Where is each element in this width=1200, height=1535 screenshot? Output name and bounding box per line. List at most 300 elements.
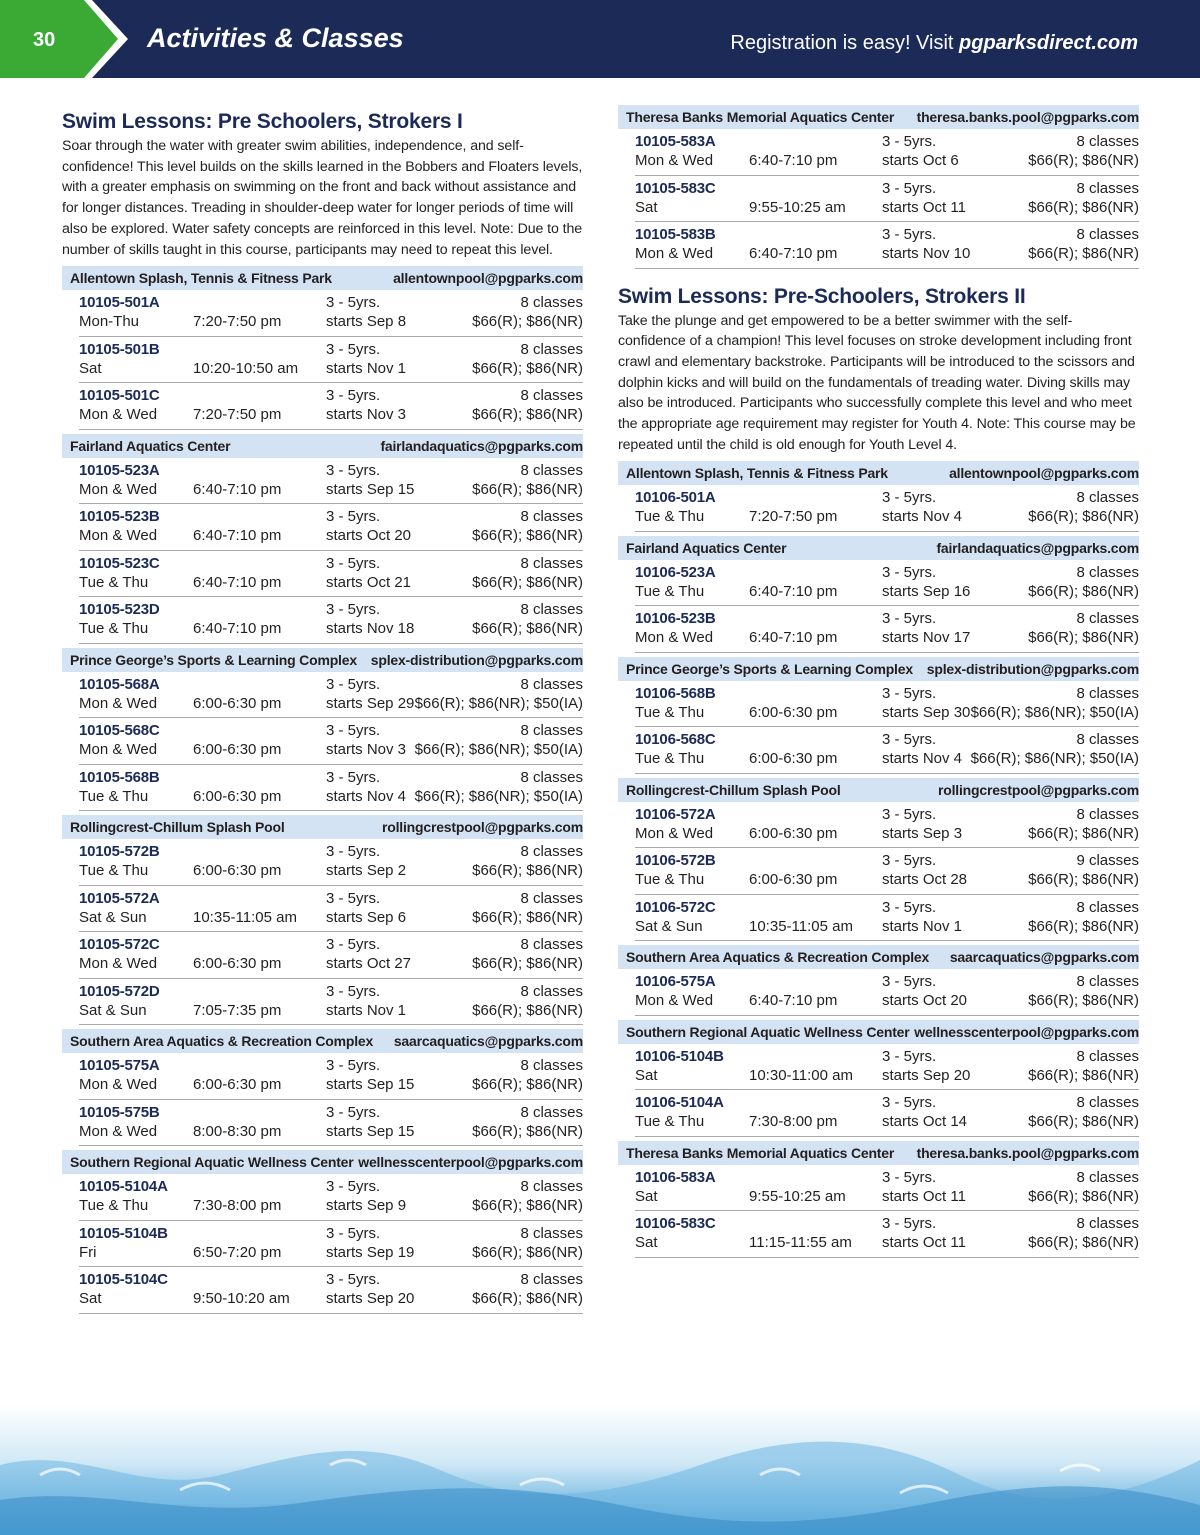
class-count: 8 classes	[520, 843, 583, 861]
class-count: 8 classes	[520, 768, 583, 786]
location-email-link[interactable]: fairlandaquatics@pgparks.com	[380, 437, 583, 454]
class-code: 10105-523D	[79, 601, 160, 619]
class-row	[635, 222, 1139, 269]
class-days: Mon & Wed	[79, 955, 158, 973]
location-name: Allentown Splash, Tennis & Fitness Park	[70, 270, 332, 287]
class-fee: $66(R); $86(NR)	[1028, 992, 1139, 1010]
class-age: 3 - 5yrs.	[882, 973, 937, 991]
class-start-date: starts Sep 2	[326, 862, 407, 880]
class-days: Mon & Wed	[79, 406, 158, 424]
class-days: Sat	[79, 359, 102, 377]
class-count: 8 classes	[1076, 1215, 1139, 1233]
class-age: 3 - 5yrs.	[326, 982, 381, 1000]
class-code: 10105-568C	[79, 722, 160, 740]
class-days: Sat & Sun	[635, 917, 703, 935]
class-count: 8 classes	[520, 982, 583, 1000]
class-row	[79, 1221, 583, 1268]
class-fee: $66(R); $86(NR)	[472, 1001, 583, 1019]
class-row	[79, 290, 583, 337]
class-start-date: starts Nov 3	[326, 741, 407, 759]
registration-link[interactable]: pgparksdirect.com	[959, 32, 1138, 54]
class-age: 3 - 5yrs.	[326, 554, 381, 572]
class-row	[79, 718, 583, 765]
class-list	[635, 969, 1139, 1016]
class-time: 10:30-11:00 am	[749, 1066, 853, 1084]
class-code: 10106-5104B	[635, 1047, 724, 1065]
class-count: 8 classes	[1076, 731, 1139, 749]
class-count: 8 classes	[1076, 1047, 1139, 1065]
location-email-link[interactable]: rollingcrestpool@pgparks.com	[938, 781, 1139, 798]
class-code: 10105-501B	[79, 340, 160, 358]
location-header	[62, 266, 583, 290]
location-email-link[interactable]: wellnesscenterpool@pgparks.com	[914, 1023, 1139, 1040]
class-time: 10:20-10:50 am	[193, 359, 299, 377]
class-count: 8 classes	[1076, 226, 1139, 243]
class-row	[635, 848, 1139, 895]
class-row	[79, 597, 583, 644]
class-code: 10105-523A	[79, 461, 160, 479]
location-email-link[interactable]: rollingcrestpool@pgparks.com	[382, 819, 583, 836]
class-start-date: starts Oct 6	[882, 152, 959, 169]
class-count: 8 classes	[520, 294, 583, 312]
class-time: 7:20-7:50 pm	[749, 508, 838, 526]
class-start-date: starts Sep 15	[326, 480, 415, 498]
class-age: 3 - 5yrs.	[882, 179, 937, 197]
class-fee: $66(R); $86(NR)	[1028, 917, 1139, 935]
class-fee: $66(R); $86(NR)	[1028, 1234, 1139, 1252]
class-start-date: starts Sep 6	[326, 908, 407, 926]
class-row	[79, 672, 583, 719]
location-name: Southern Regional Aquatic Wellness Center	[626, 1023, 910, 1040]
class-time: 6:40-7:10 pm	[193, 573, 282, 591]
class-start-date: starts Sep 29	[326, 694, 415, 712]
class-fee: $66(R); $86(NR)	[1028, 508, 1139, 526]
class-start-date: starts Nov 1	[326, 359, 407, 377]
class-time: 6:40-7:10 pm	[749, 992, 838, 1010]
class-fee: $66(R); $86(NR)	[472, 1122, 583, 1140]
class-list	[635, 485, 1139, 532]
class-row	[635, 681, 1139, 728]
class-code: 10105-5104B	[79, 1224, 168, 1242]
class-code: 10106-572C	[635, 898, 716, 916]
class-code: 10106-5104A	[635, 1094, 724, 1112]
location-header	[618, 778, 1139, 802]
class-days: Mon & Wed	[635, 824, 714, 842]
class-code: 10105-5104C	[79, 1271, 168, 1289]
class-fee: $66(R); $86(NR)	[1028, 1066, 1139, 1084]
class-fee: $66(R); $86(NR)	[1028, 1187, 1139, 1205]
class-code: 10105-583A	[635, 133, 716, 150]
class-row	[635, 606, 1139, 653]
class-count: 8 classes	[520, 508, 583, 526]
class-fee: $66(R); $86(NR)	[472, 1197, 583, 1215]
class-fee: $66(R); $86(NR)	[1028, 629, 1139, 647]
class-time: 6:00-6:30 pm	[749, 871, 838, 889]
location-name: Fairland Aquatics Center	[70, 437, 231, 454]
location-email-link[interactable]: saarcaquatics@pgparks.com	[949, 949, 1139, 966]
class-days: Tue & Thu	[635, 750, 705, 768]
class-start-date: starts Nov 4	[882, 508, 963, 526]
class-row	[635, 895, 1139, 942]
class-age: 3 - 5yrs.	[882, 489, 937, 507]
class-list	[635, 1165, 1139, 1258]
class-code: 10105-5104A	[79, 1178, 168, 1196]
class-age: 3 - 5yrs.	[882, 1047, 937, 1065]
class-list	[635, 681, 1139, 774]
class-age: 3 - 5yrs.	[882, 898, 937, 916]
class-time: 9:50-10:20 am	[193, 1290, 290, 1308]
class-code: 10106-575A	[635, 973, 716, 991]
class-time: 7:30-8:00 pm	[193, 1197, 282, 1215]
location-email-link[interactable]: allentownpool@pgparks.com	[393, 270, 583, 287]
class-start-date: starts Oct 21	[326, 573, 412, 591]
class-start-date: starts Oct 11	[882, 1187, 966, 1205]
class-row	[79, 1100, 583, 1147]
class-row	[79, 1053, 583, 1100]
registration-note	[730, 32, 1138, 54]
class-count: 8 classes	[1076, 563, 1139, 581]
class-age: 3 - 5yrs.	[882, 684, 937, 702]
class-start-date: starts Oct 27	[326, 955, 412, 973]
class-days: Sat	[635, 198, 658, 216]
class-code: 10105-572D	[79, 982, 160, 1000]
class-age: 3 - 5yrs.	[326, 843, 381, 861]
water-splash-graphic	[0, 1405, 1200, 1535]
location-email-link[interactable]: splex-distribution@pgparks.com	[926, 660, 1139, 677]
class-age: 3 - 5yrs.	[882, 1094, 937, 1112]
class-age: 3 - 5yrs.	[326, 387, 381, 405]
class-days: Mon & Wed	[635, 152, 714, 169]
class-fee: $66(R); $86(NR)	[1028, 198, 1139, 216]
class-age: 3 - 5yrs.	[882, 563, 937, 581]
location-header	[62, 815, 583, 839]
class-list	[79, 290, 583, 430]
class-fee: $66(R); $86(NR); $50(IA)	[970, 703, 1139, 721]
left-column	[62, 110, 583, 1318]
class-count: 8 classes	[520, 1178, 583, 1196]
class-count: 8 classes	[520, 936, 583, 954]
class-start-date: starts Nov 1	[326, 1001, 407, 1019]
class-fee: $66(R); $86(NR)	[472, 908, 583, 926]
class-age: 3 - 5yrs.	[882, 133, 937, 150]
class-count: 8 classes	[520, 601, 583, 619]
class-row	[79, 1174, 583, 1221]
page-title: Activities & Classes	[147, 23, 404, 53]
class-start-date: starts Nov 4	[882, 750, 963, 768]
class-code: 10106-568B	[635, 684, 716, 702]
class-time: 6:50-7:20 pm	[193, 1243, 282, 1261]
class-row	[79, 383, 583, 430]
class-start-date: starts Oct 14	[882, 1113, 968, 1131]
class-start-date: starts Sep 19	[326, 1243, 415, 1261]
class-time: 6:00-6:30 pm	[749, 750, 838, 768]
class-count: 8 classes	[520, 889, 583, 907]
class-days: Tue & Thu	[79, 573, 149, 591]
class-count: 8 classes	[520, 554, 583, 572]
class-time: 6:00-6:30 pm	[193, 1076, 282, 1094]
class-code: 10106-523A	[635, 563, 716, 581]
class-days: Sat	[635, 1187, 658, 1205]
class-age: 3 - 5yrs.	[326, 461, 381, 479]
class-code: 10105-523C	[79, 554, 160, 572]
class-fee: $66(R); $86(NR); $50(IA)	[970, 750, 1139, 768]
class-start-date: starts Oct 11	[882, 198, 966, 216]
right-column	[618, 105, 1139, 1262]
location-name: Southern Regional Aquatic Wellness Center	[70, 1154, 354, 1171]
class-age: 3 - 5yrs.	[326, 1178, 381, 1196]
class-count: 9 classes	[1076, 852, 1139, 870]
class-count: 8 classes	[1076, 1094, 1139, 1112]
location-header	[618, 1141, 1139, 1165]
class-days: Tue & Thu	[635, 508, 705, 526]
class-fee: $66(R); $86(NR)	[472, 573, 583, 591]
registration-text: Registration is easy! Visit	[730, 32, 954, 54]
class-time: 6:40-7:10 pm	[749, 245, 838, 262]
class-age: 3 - 5yrs.	[326, 722, 381, 740]
section-description: Soar through the water with greater swim abilities, independence, and self-confidence! This level builds on the skills learned in the Bobbers and Floaters levels, with a greater emphasis on swimming on the front and back without assistance and for longer distances. Treading in shoulder-deep water for longer periods of time will also be explored. Water safety concepts are reinforced in this level. Note: Due to the number of skills taught in this course, participants may need to repeat this level.	[62, 138, 583, 258]
class-start-date: starts Nov 17	[882, 629, 971, 647]
location-header	[618, 105, 1139, 129]
location-email-link[interactable]: saarcaquatics@pgparks.com	[393, 1033, 583, 1050]
class-time: 6:00-6:30 pm	[749, 703, 838, 721]
class-days: Mon & Wed	[635, 629, 714, 647]
class-start-date: starts Sep 20	[882, 1066, 971, 1084]
location-email-link[interactable]: allentownpool@pgparks.com	[949, 465, 1139, 482]
class-row	[635, 802, 1139, 849]
class-time: 6:40-7:10 pm	[749, 582, 838, 600]
class-code: 10105-523B	[79, 508, 160, 526]
location-name: Theresa Banks Memorial Aquatics Center	[626, 1144, 895, 1161]
class-list	[79, 1174, 583, 1314]
location-email-link[interactable]: fairlandaquatics@pgparks.com	[936, 539, 1139, 556]
class-row	[79, 337, 583, 384]
class-start-date: starts Oct 20	[326, 527, 412, 545]
class-fee: $66(R); $86(NR); $50(IA)	[414, 694, 583, 712]
location-name: Rollingcrest-Chillum Splash Pool	[70, 819, 285, 836]
class-fee: $66(R); $86(NR)	[472, 527, 583, 545]
location-header	[618, 945, 1139, 969]
location-list	[62, 266, 583, 1314]
class-age: 3 - 5yrs.	[882, 1215, 937, 1233]
location-name: Allentown Splash, Tennis & Fitness Park	[626, 465, 888, 482]
class-row	[635, 129, 1139, 176]
class-days: Tue & Thu	[79, 862, 149, 880]
class-fee: $66(R); $86(NR)	[1028, 871, 1139, 889]
class-code: 10105-583C	[635, 179, 716, 197]
class-fee: $66(R); $86(NR)	[472, 1290, 583, 1308]
class-code: 10106-583A	[635, 1168, 716, 1186]
class-count: 8 classes	[1076, 1168, 1139, 1186]
location-email-link[interactable]: theresa.banks.pool@pgparks.com	[916, 109, 1139, 125]
class-age: 3 - 5yrs.	[326, 768, 381, 786]
class-time: 6:00-6:30 pm	[193, 787, 282, 805]
class-age: 3 - 5yrs.	[326, 1103, 381, 1121]
class-fee: $66(R); $86(NR); $50(IA)	[414, 787, 583, 805]
class-days: Mon-Thu	[79, 313, 140, 331]
class-time: 11:15-11:55 am	[749, 1234, 852, 1252]
class-days: Sat	[79, 1290, 102, 1308]
class-time: 7:05-7:35 pm	[193, 1001, 282, 1019]
class-time: 10:35-11:05 am	[193, 908, 297, 926]
location-header	[618, 536, 1139, 560]
class-fee: $66(R); $86(NR)	[472, 480, 583, 498]
class-time: 7:20-7:50 pm	[193, 313, 282, 331]
class-time: 9:55-10:25 am	[749, 1187, 846, 1205]
class-row	[635, 485, 1139, 532]
class-start-date: starts Sep 9	[326, 1197, 407, 1215]
class-age: 3 - 5yrs.	[326, 675, 381, 693]
class-time: 9:55-10:25 am	[749, 198, 846, 216]
class-count: 8 classes	[1076, 489, 1139, 507]
class-row	[79, 765, 583, 812]
class-start-date: starts Sep 16	[882, 582, 971, 600]
class-days: Sat & Sun	[79, 908, 147, 926]
class-count: 8 classes	[1076, 898, 1139, 916]
class-time: 6:00-6:30 pm	[193, 694, 282, 712]
class-days: Sat & Sun	[79, 1001, 147, 1019]
class-days: Mon & Wed	[79, 527, 158, 545]
class-list	[635, 560, 1139, 653]
class-days: Fri	[79, 1243, 97, 1261]
class-row	[79, 458, 583, 505]
class-days: Mon & Wed	[79, 694, 158, 712]
class-age: 3 - 5yrs.	[326, 936, 381, 954]
class-code: 10105-583B	[635, 226, 716, 243]
class-fee: $66(R); $86(NR)	[1028, 245, 1139, 262]
class-age: 3 - 5yrs.	[326, 508, 381, 526]
location-list-2	[618, 461, 1139, 1258]
class-age: 3 - 5yrs.	[882, 852, 937, 870]
class-count: 8 classes	[1076, 133, 1139, 150]
class-list	[79, 672, 583, 812]
class-code: 10105-572C	[79, 936, 160, 954]
class-count: 8 classes	[520, 1057, 583, 1075]
class-age: 3 - 5yrs.	[882, 226, 937, 243]
class-count: 8 classes	[520, 387, 583, 405]
class-days: Tue & Thu	[79, 620, 149, 638]
class-code: 10106-523B	[635, 610, 716, 628]
class-count: 8 classes	[520, 722, 583, 740]
class-age: 3 - 5yrs.	[882, 1168, 937, 1186]
location-email-link[interactable]: splex-distribution@pgparks.com	[370, 651, 583, 668]
class-start-date: starts Nov 18	[326, 620, 415, 638]
section-title-2: Swim Lessons: Pre-Schoolers, Strokers II	[618, 284, 1026, 308]
location-header	[618, 657, 1139, 681]
location-name: Fairland Aquatics Center	[626, 539, 787, 556]
class-code: 10106-572B	[635, 852, 716, 870]
class-code: 10105-568A	[79, 675, 160, 693]
class-row	[79, 932, 583, 979]
class-days: Mon & Wed	[79, 741, 158, 759]
class-code: 10105-501A	[79, 294, 160, 312]
class-age: 3 - 5yrs.	[326, 889, 381, 907]
class-days: Tue & Thu	[79, 1197, 149, 1215]
class-count: 8 classes	[520, 340, 583, 358]
section-description-2: Take the plunge and get empowered to be a better swimmer with the self-confidence of a champion! This level focuses on stroke development including front crawl and elementary backstroke. Participants will be introduced to the scissors and dolphin kicks and will build on the fundamentals of treading water. Diving skills may also be introduced. Participants who successfully complete this level and who meet the appropriate age requirement may register for Youth 4. Note: This course may be repeated until the child is old enough for Youth Level 4.	[618, 312, 1136, 453]
location-header	[618, 1020, 1139, 1044]
location-header	[62, 1029, 583, 1053]
class-time: 6:40-7:10 pm	[193, 527, 282, 545]
class-fee: $66(R); $86(NR)	[1028, 1113, 1139, 1131]
class-row	[635, 176, 1139, 223]
class-time: 6:00-6:30 pm	[749, 824, 838, 842]
class-row	[79, 504, 583, 551]
class-age: 3 - 5yrs.	[882, 610, 937, 628]
class-start-date: starts Sep 8	[326, 313, 407, 331]
class-start-date: starts Nov 1	[882, 917, 963, 935]
class-start-date: starts Nov 4	[326, 787, 407, 805]
location-header	[62, 434, 583, 458]
location-email-link[interactable]: wellnesscenterpool@pgparks.com	[358, 1154, 583, 1171]
class-time: 6:40-7:10 pm	[193, 620, 282, 638]
class-days: Mon & Wed	[635, 992, 714, 1010]
class-code: 10105-572A	[79, 889, 160, 907]
class-row	[635, 969, 1139, 1016]
class-row	[635, 727, 1139, 774]
class-count: 8 classes	[1076, 805, 1139, 823]
class-start-date: starts Sep 3	[882, 824, 963, 842]
class-list	[79, 458, 583, 644]
class-count: 8 classes	[1076, 684, 1139, 702]
class-start-date: starts Oct 11	[882, 1234, 966, 1252]
class-row	[79, 979, 583, 1026]
class-fee: $66(R); $86(NR)	[472, 955, 583, 973]
class-age: 3 - 5yrs.	[326, 1271, 381, 1289]
section-title: Swim Lessons: Pre Schoolers, Strokers I	[62, 110, 463, 133]
location-email-link[interactable]: theresa.banks.pool@pgparks.com	[916, 1144, 1139, 1161]
class-row	[635, 1090, 1139, 1137]
class-code: 10105-501C	[79, 387, 160, 405]
class-fee: $66(R); $86(NR)	[472, 620, 583, 638]
class-count: 8 classes	[1076, 610, 1139, 628]
class-code: 10105-575A	[79, 1057, 160, 1075]
class-count: 8 classes	[520, 1271, 583, 1289]
class-age: 3 - 5yrs.	[326, 294, 381, 312]
class-row	[79, 551, 583, 598]
class-code: 10106-572A	[635, 805, 716, 823]
class-count: 8 classes	[1076, 179, 1139, 197]
class-code: 10105-572B	[79, 843, 160, 861]
class-fee: $66(R); $86(NR)	[1028, 824, 1139, 842]
class-days: Tue & Thu	[79, 787, 149, 805]
class-age: 3 - 5yrs.	[326, 340, 381, 358]
class-days: Tue & Thu	[635, 703, 705, 721]
class-fee: $66(R); $86(NR)	[472, 406, 583, 424]
class-row	[635, 1044, 1139, 1091]
class-start-date: starts Oct 20	[882, 992, 968, 1010]
class-time: 6:00-6:30 pm	[193, 741, 282, 759]
class-time: 6:40-7:10 pm	[193, 480, 282, 498]
location-name: Rollingcrest-Chillum Splash Pool	[626, 781, 841, 798]
class-time: 6:00-6:30 pm	[193, 862, 282, 880]
class-age: 3 - 5yrs.	[882, 805, 937, 823]
location-header	[62, 1150, 583, 1174]
class-start-date: starts Sep 20	[326, 1290, 415, 1308]
class-start-date: starts Nov 3	[326, 406, 407, 424]
location-header	[618, 461, 1139, 485]
class-time: 6:40-7:10 pm	[749, 152, 838, 169]
class-row	[79, 886, 583, 933]
class-code: 10106-583C	[635, 1215, 716, 1233]
class-age: 3 - 5yrs.	[882, 731, 937, 749]
class-row	[79, 1267, 583, 1314]
class-start-date: starts Sep 15	[326, 1122, 415, 1140]
class-time: 7:20-7:50 pm	[193, 406, 282, 424]
page-header	[0, 0, 1200, 78]
class-days: Mon & Wed	[635, 245, 714, 262]
class-fee: $66(R); $86(NR)	[472, 1243, 583, 1261]
class-time: 10:35-11:05 am	[749, 917, 853, 935]
